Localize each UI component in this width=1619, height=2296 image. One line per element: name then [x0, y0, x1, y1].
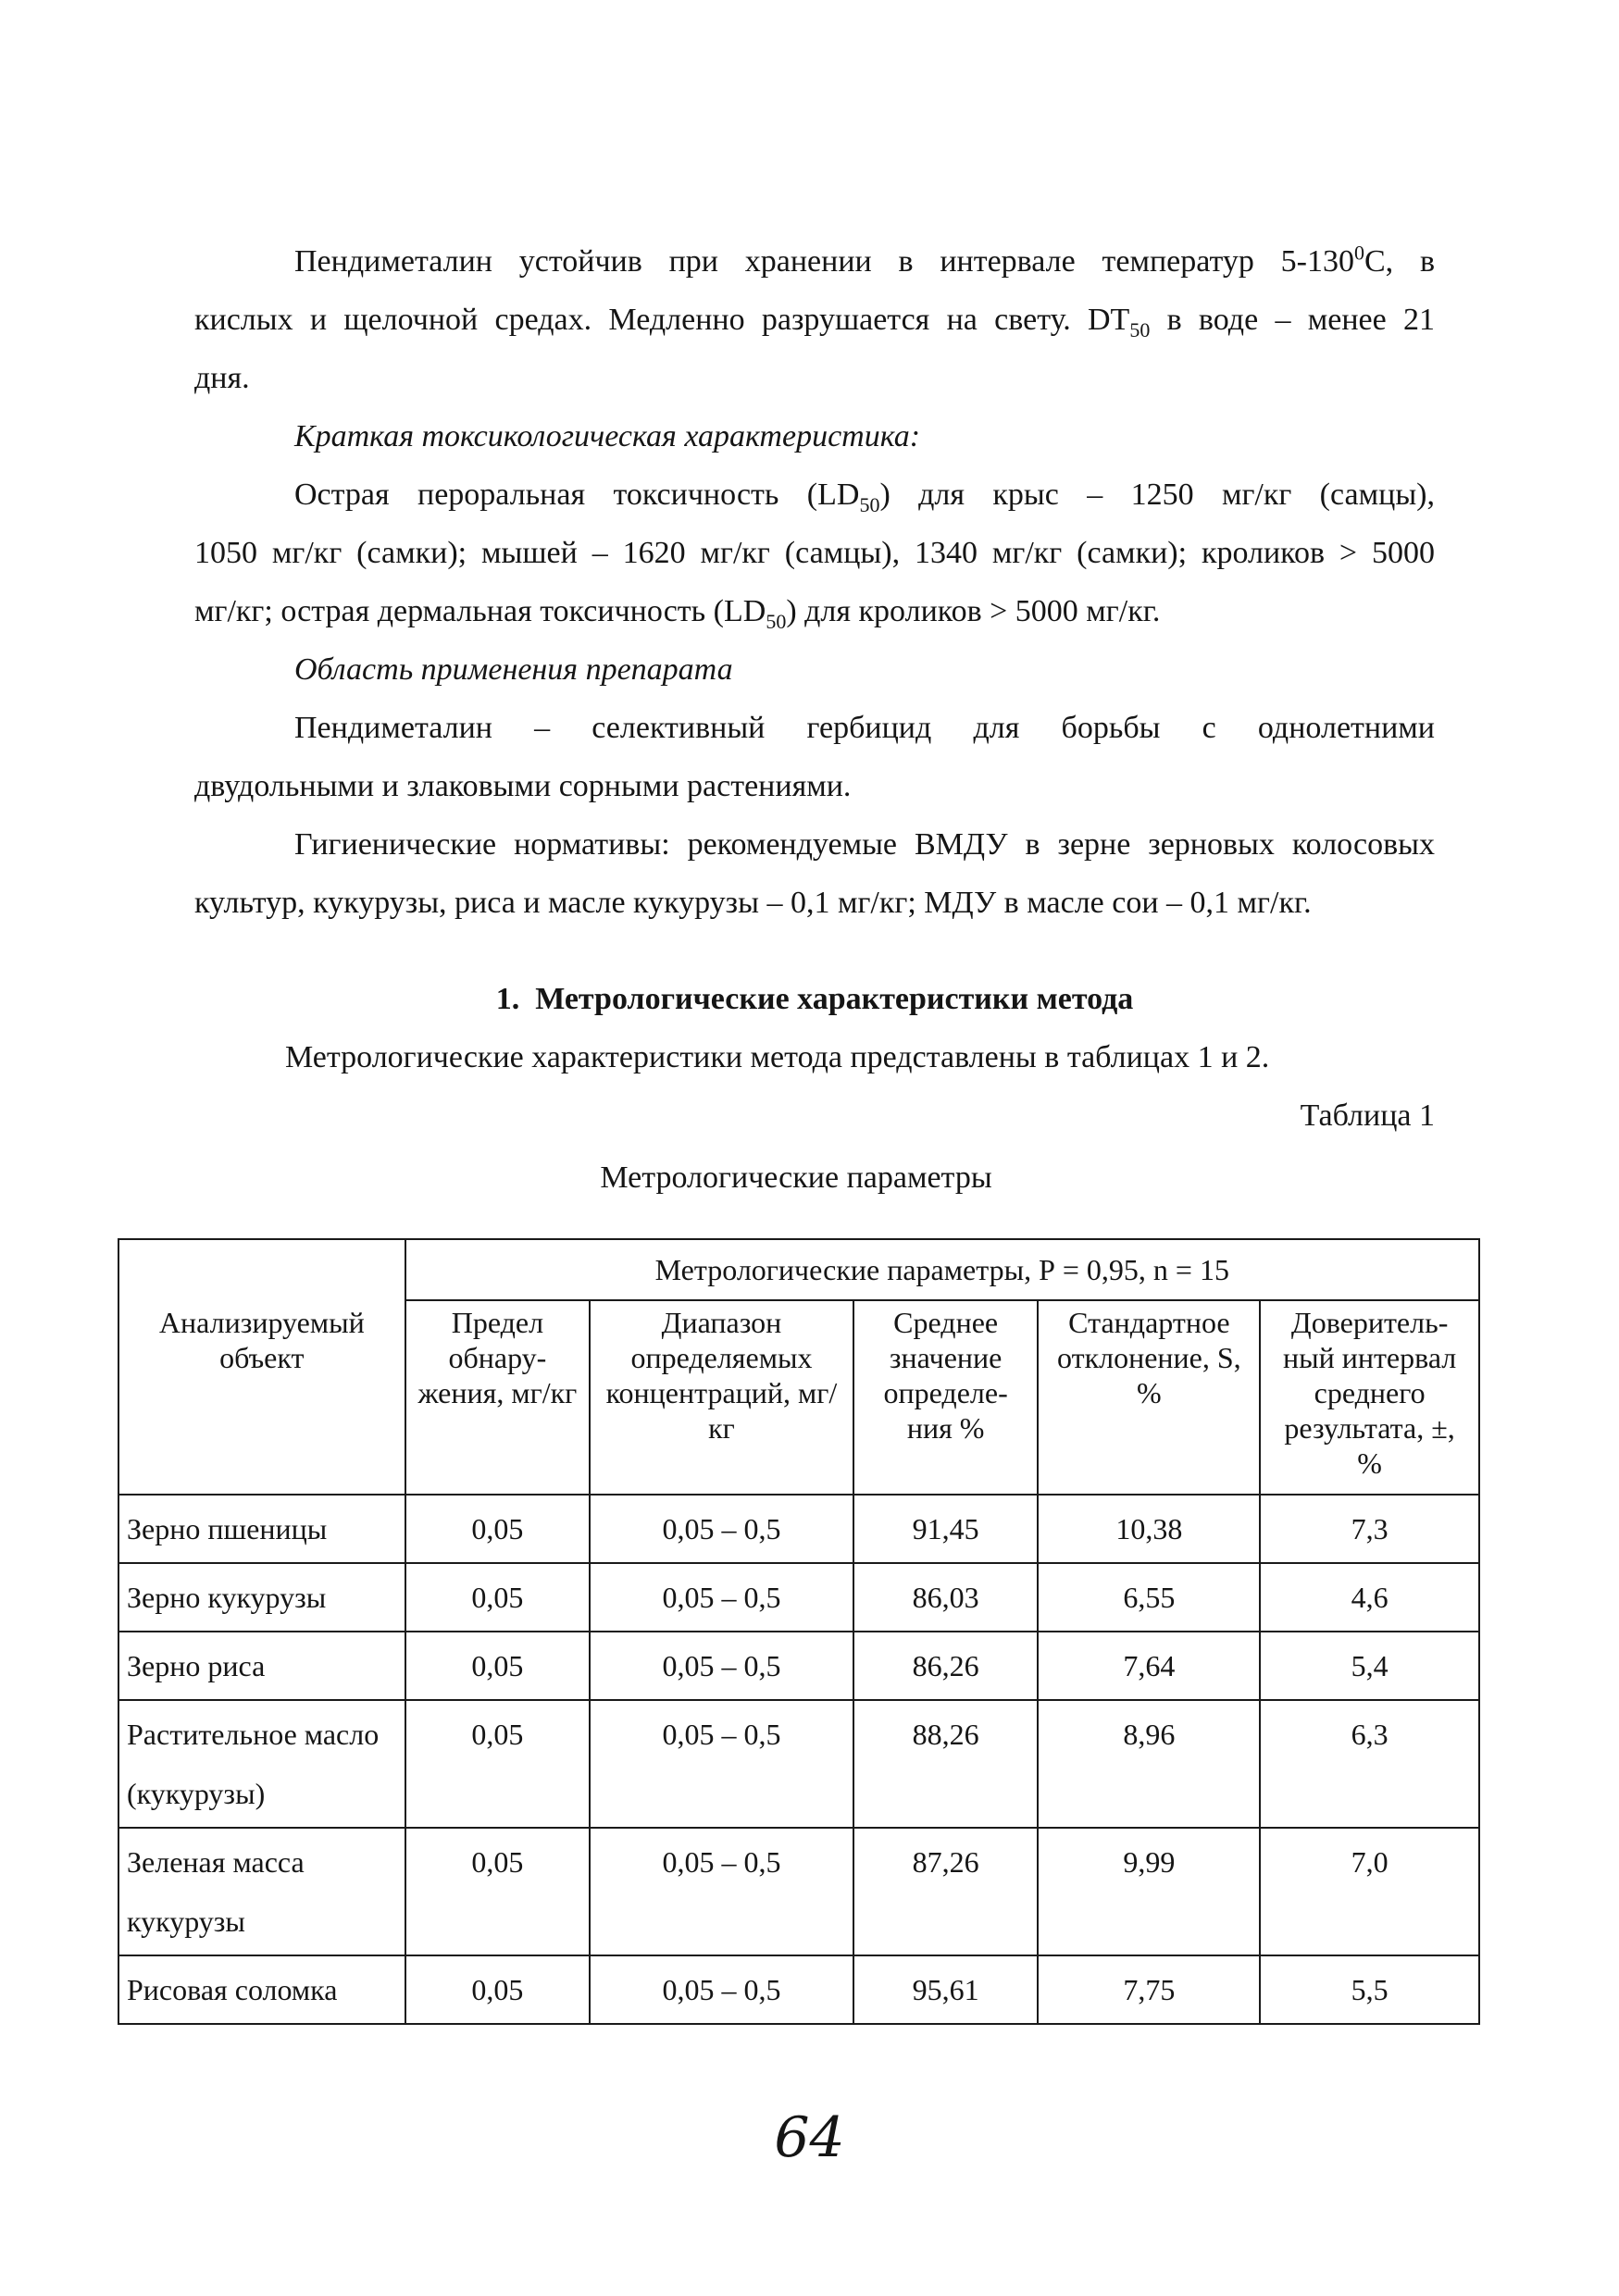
tox-paragraph-line-1: Острая пероральная токсичность $(LD_{50})$ для крыс – 1250 мг/кг (самцы), — [294, 478, 1435, 516]
tox-heading: Краткая токсикологическая характеристика: — [294, 419, 921, 453]
hygiene-line-2: культур, кукурузы, риса и масле кукурузы – 0,1 мг/кг; МДУ в масле сои – 0,1 мг/кг. — [194, 886, 1312, 920]
stability-paragraph-line-2: кислых и щелочной средах. Медленно разрушается на свету. $DT_{50}$ в воде – менее 21 — [194, 303, 1435, 341]
cell-object: Зерно кукурузы — [118, 1563, 405, 1632]
cell-range: 0,05 – 0,5 — [590, 1955, 853, 2024]
header-range: Диапазон определяемых концентраций, мг/кг — [590, 1300, 853, 1495]
cell-mean: 86,26 — [853, 1632, 1039, 1700]
tox-paragraph-line-2: 1050 мг/кг (самки); мышей – 1620 мг/кг (самцы), 1340 мг/кг (самки); кроликов > 5000 — [194, 536, 1435, 570]
cell-limit: 0,05 — [405, 1563, 591, 1632]
cell-sd: 10,38 — [1038, 1495, 1260, 1563]
cell-limit: 0,05 — [405, 1700, 591, 1828]
table-label: Таблица 1 — [1300, 1098, 1435, 1133]
cell-limit: 0,05 — [405, 1632, 591, 1700]
table-caption: Метрологические параметры — [600, 1160, 992, 1195]
table-row — [118, 1632, 1479, 1700]
table-row — [118, 1955, 1479, 2024]
cell-mean: 87,26 — [853, 1828, 1039, 1955]
cell-object: Зерно риса — [118, 1632, 405, 1700]
cell-range: 0,05 – 0,5 — [590, 1700, 853, 1828]
cell-sd: 9,99 — [1038, 1828, 1260, 1955]
cell-mean: 86,03 — [853, 1563, 1039, 1632]
application-heading: Область применения препарата — [294, 652, 733, 687]
header-sd: Стандартное отклонение, S, % — [1038, 1300, 1260, 1495]
cell-range: 0,05 – 0,5 — [590, 1495, 853, 1563]
header-mean: Среднее значение определе-ния % — [853, 1300, 1039, 1495]
cell-ci: 5,4 — [1260, 1632, 1479, 1700]
cell-range: 0,05 – 0,5 — [590, 1563, 853, 1632]
section-heading — [194, 972, 1435, 1027]
cell-object: Зерно пшеницы — [118, 1495, 405, 1563]
table-row — [118, 1563, 1479, 1632]
hygiene-line-1: Гигиенические нормативы: рекомендуемые ВМДУ в зерне зерновых колосовых — [294, 827, 1435, 862]
header-object: Анализируемый объект — [118, 1239, 405, 1495]
cell-ci: 6,3 — [1260, 1700, 1479, 1828]
cell-ci: 7,3 — [1260, 1495, 1479, 1563]
cell-object: Рисовая соломка — [118, 1955, 405, 2024]
section-title: Метрологические характеристики метода — [535, 982, 1134, 1016]
table-row — [118, 1828, 1479, 1955]
cell-object: Растительное масло (кукурузы) — [118, 1700, 405, 1828]
stability-paragraph-line-3: дня. — [194, 361, 250, 395]
cell-ci: 4,6 — [1260, 1563, 1479, 1632]
section-number: 1. — [495, 982, 520, 1016]
cell-sd: 8,96 — [1038, 1700, 1260, 1828]
header-group: Метрологические параметры, Р = 0,95, n = 15 — [405, 1239, 1479, 1300]
stability-paragraph-line-1: Пендиметалин устойчив при хранении в интервале температур $5-130^0С$, в — [294, 241, 1435, 279]
application-line-1: Пендиметалин – селективный гербицид для борьбы с однолетними — [294, 711, 1435, 745]
cell-range: 0,05 – 0,5 — [590, 1632, 853, 1700]
table-row — [118, 1700, 1479, 1828]
cell-limit: 0,05 — [405, 1495, 591, 1563]
cell-object: Зеленая масса кукурузы — [118, 1828, 405, 1955]
cell-ci: 7,0 — [1260, 1828, 1479, 1955]
cell-mean: 91,45 — [853, 1495, 1039, 1563]
cell-limit: 0,05 — [405, 1955, 591, 2024]
cell-ci: 5,5 — [1260, 1955, 1479, 2024]
cell-mean: 88,26 — [853, 1700, 1039, 1828]
metrology-table — [118, 1238, 1480, 2025]
cell-sd: 7,64 — [1038, 1632, 1260, 1700]
cell-range: 0,05 – 0,5 — [590, 1828, 853, 1955]
header-limit: Предел обнару-жения, мг/кг — [405, 1300, 591, 1495]
application-line-2: двудольными и злаковыми сорными растениями. — [194, 769, 852, 803]
section-text: Метрологические характеристики метода представлены в таблицах 1 и 2. — [285, 1040, 1270, 1074]
cell-mean: 95,61 — [853, 1955, 1039, 2024]
cell-limit: 0,05 — [405, 1828, 591, 1955]
tox-paragraph-line-3: мг/кг; острая дермальная токсичность $(LD_{50})$ для кроликов > 5000 мг/кг. — [194, 594, 1161, 633]
cell-sd: 7,75 — [1038, 1955, 1260, 2024]
cell-sd: 6,55 — [1038, 1563, 1260, 1632]
page-number: 64 — [774, 2105, 845, 2170]
header-ci: Доверитель-ный интервал среднего результата, ±, % — [1260, 1300, 1479, 1495]
table-row — [118, 1495, 1479, 1563]
